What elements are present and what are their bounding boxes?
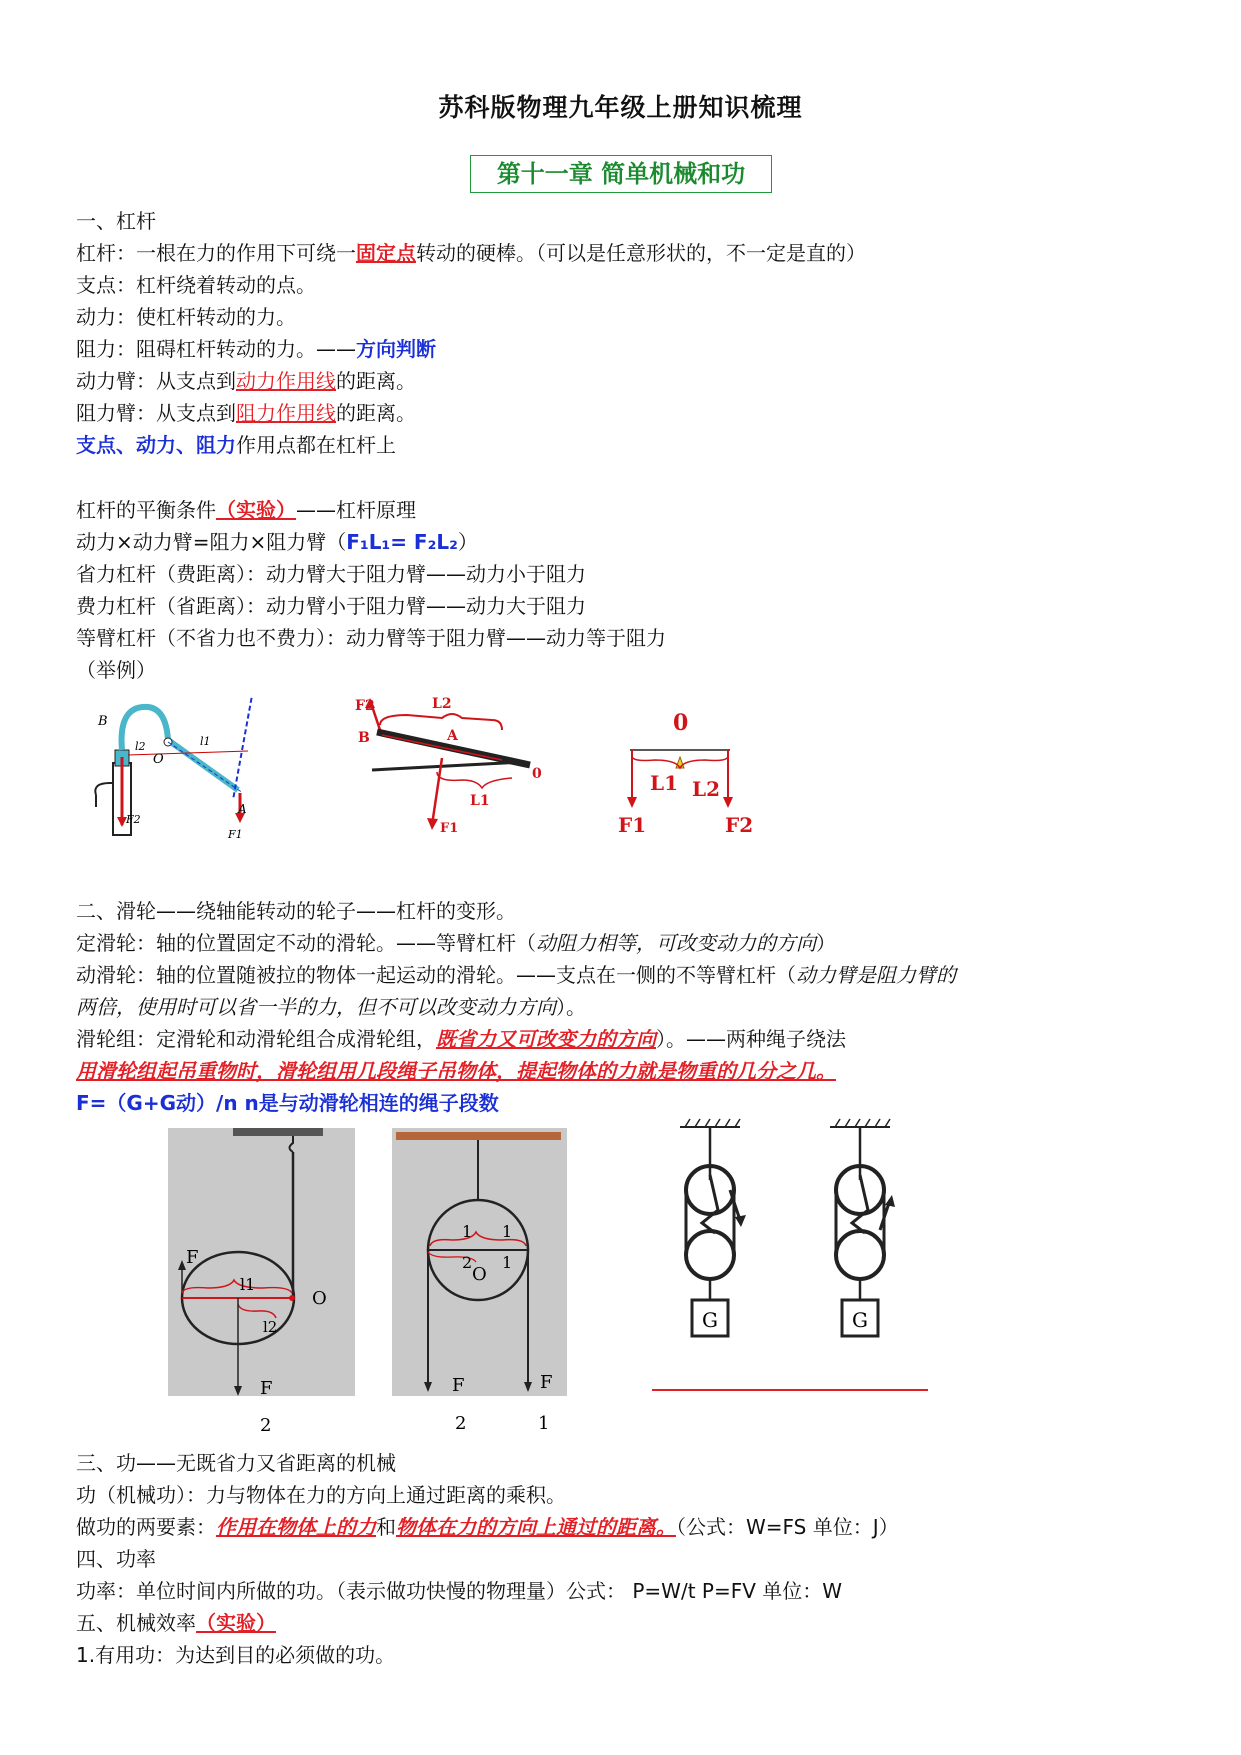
fig3-label-l1: L1 [650,771,678,795]
group-weight-right: G [852,1308,868,1332]
fig1-label-b: B [98,714,108,729]
fig2-label-f2: F2 [355,698,375,714]
fig3-label-o: 0 [673,710,689,736]
pulley-group-right [830,1119,895,1336]
fixed-pulley-definition: 定滑轮：轴的位置固定不动的滑轮。——等臂杠杆（动阻力相等，可改变动力的方向） [76,931,836,955]
fixed-fig-one-a: 1 [462,1222,473,1241]
fixed-pulley-figure [392,1128,567,1448]
fig2-label-f1: F1 [440,821,459,836]
effort-arm-definition: 动力臂：从支点到动力作用线的距离。 [76,369,416,393]
movable-fig-index: 2 [260,1415,272,1436]
fig2-label-l1: L1 [470,793,490,809]
lever-definition: 杠杆：一根在力的作用下可绕一固定点转动的硬棒。（可以是任意形状的，不一定是直的） [76,241,866,265]
pulley-force-formula: F=（G+G动）/n n是与动滑轮相连的绳子段数 [76,1091,499,1115]
useful-work-definition: 1.有用功：为达到目的必须做的功。 [76,1643,396,1667]
fig2-label-o: 0 [532,766,542,782]
fig1-label-f1: F1 [228,828,243,841]
action-points-note: 支点、动力、阻力作用点都在杠杆上 [76,433,396,457]
equal-arm-lever: 等臂杠杆（不省力也不费力）：动力臂等于阻力臂——动力等于阻力 [76,626,666,650]
lever-pump-figure [88,695,298,845]
lever-clipper-figure [352,690,552,840]
fixed-fig-one-b: 1 [502,1222,513,1241]
pulley-group-definition: 滑轮组：定滑轮和动滑轮组合成滑轮组，既省力又可改变力的方向）。——两种绳子绕法 [76,1027,846,1051]
movable-pulley-definition: 动滑轮：轴的位置随被拉的物体一起运动的滑轮。——支点在一侧的不等臂杠杆（动力臂是阻力臂的 [76,963,956,987]
work-definition: 功（机械功）：力与物体在力的方向上通过距离的乘积。 [76,1483,566,1507]
resistance-arm-definition: 阻力臂：从支点到阻力作用线的距离。 [76,401,416,425]
movable-fig-arm2: l2 [263,1318,278,1336]
chapter-title: 第十一章 简单机械和功 [470,155,772,193]
fixed-fig-one-c: 1 [502,1253,513,1272]
resistance-definition: 阻力：阻碍杠杆转动的力。——方向判断 [76,337,436,361]
movable-pulley-definition-cont: 两倍，使用时可以省一半的力，但不可以改变动力方向）。 [76,995,586,1019]
movable-fig-f-bottom: F [260,1378,273,1399]
fig2-label-b: B [358,730,370,746]
fig1-label-a: A [238,802,247,816]
fig2-label-l2: L2 [432,696,452,712]
fig3-label-l2: L2 [692,777,720,801]
movable-fig-arm1: l1 [240,1275,256,1294]
movable-pulley-figure [168,1128,358,1448]
force-saving-lever: 省力杠杆（费距离）：动力臂大于阻力臂——动力小于阻力 [76,562,586,586]
pulley-group-figure [640,1115,940,1415]
fixed-fig-f-right: F [540,1372,553,1393]
fig3-label-f2: F2 [725,813,754,837]
fixed-fig-f-left: F [452,1375,465,1396]
section-heading-pulley: 二、滑轮——绕轴能转动的轮子——杠杆的变形。 [76,899,516,923]
example-label: （举例） [76,658,156,682]
fixed-fig-index-right: 1 [538,1413,550,1434]
fixed-fig-two: 2 [462,1253,473,1272]
fixed-fig-o: O [472,1264,487,1285]
power-definition: 功率：单位时间内所做的功。（表示做功快慢的物理量）公式： P=W/t P=FV 单位：W [76,1579,843,1603]
section-heading-efficiency: 五、机械效率（实验） [76,1611,276,1635]
section-heading-work: 三、功——无既省力又省距离的机械 [76,1451,396,1475]
fig1-label-f2: F2 [126,813,141,826]
page-title: 苏科版物理九年级上册知识梳理 [438,93,803,122]
effort-definition: 动力：使杠杆转动的力。 [76,305,296,329]
pulley-group-rule: 用滑轮组起吊重物时，滑轮组用几段绳子吊物体，提起物体的力就是物重的几分之几。 [76,1059,836,1083]
work-elements: 做功的两要素：作用在物体上的力和物体在力的方向上通过的距离。（公式：W=FS 单位：J） [76,1515,899,1539]
movable-fig-f-top: F [186,1247,199,1268]
balance-condition: 杠杆的平衡条件（实验）——杠杆原理 [76,498,416,522]
fig1-label-l1: l1 [200,735,211,748]
fulcrum-definition: 支点：杠杆绕着转动的点。 [76,273,316,297]
balance-formula: 动力×动力臂=阻力×阻力臂（F₁L₁= F₂L₂） [76,530,478,554]
movable-fig-o: O [312,1288,327,1309]
pulley-group-left [680,1119,746,1336]
section-heading-power: 四、功率 [76,1547,156,1571]
fig2-label-a: A [447,728,458,744]
force-costing-lever: 费力杠杆（省距离）：动力臂小于阻力臂——动力大于阻力 [76,594,586,618]
fig3-label-f1: F1 [618,813,647,837]
fixed-fig-index-left: 2 [455,1413,467,1434]
group-weight-left: G [702,1308,718,1332]
section-heading-lever: 一、杠杆 [76,209,156,233]
fig1-label-o: O [153,752,164,767]
lever-equal-arm-figure [610,700,760,850]
fig1-label-l2: l2 [135,740,146,753]
